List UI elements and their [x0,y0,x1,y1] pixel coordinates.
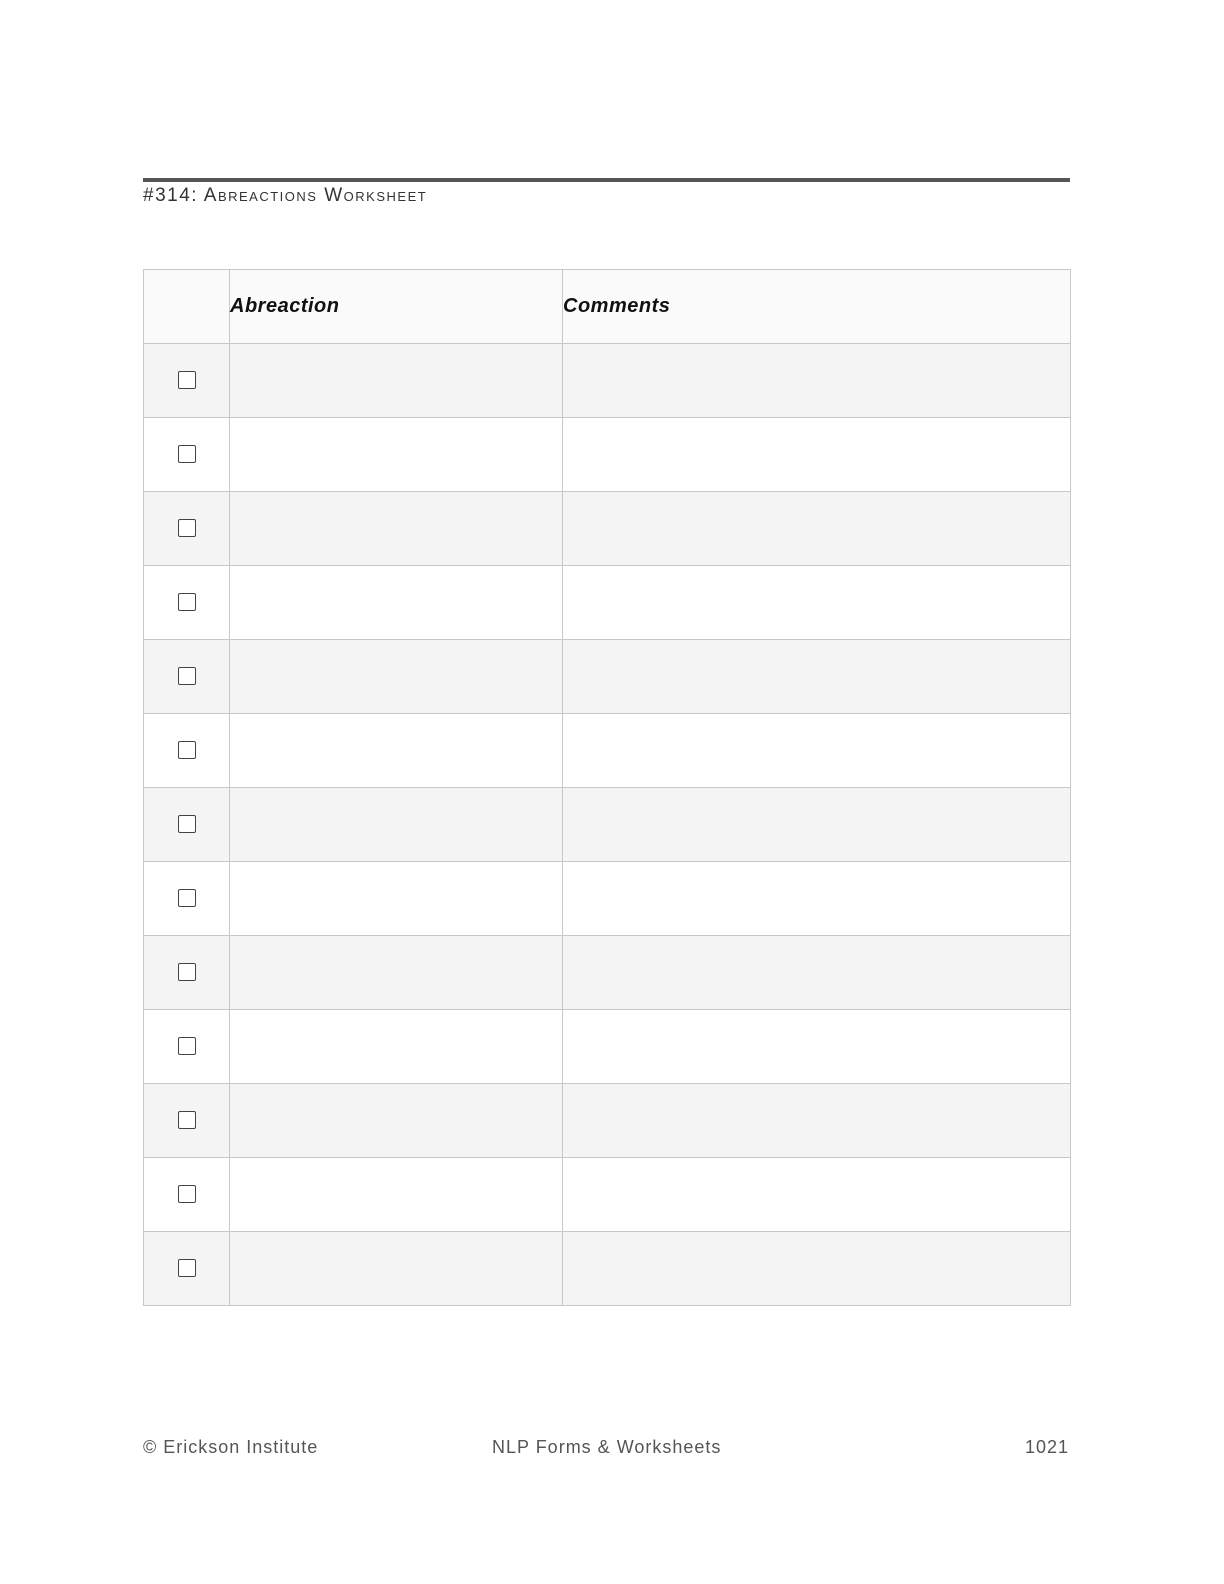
table-body [144,344,1071,1306]
header-comments: Comments [563,270,1071,344]
row-checkbox[interactable] [178,445,196,463]
table-row [144,936,1071,1010]
table-row [144,714,1071,788]
checkbox-cell [144,1010,230,1084]
comments-cell[interactable] [563,492,1071,566]
table-row [144,566,1071,640]
comments-cell[interactable] [563,714,1071,788]
comments-cell[interactable] [563,862,1071,936]
checkbox-cell [144,714,230,788]
row-checkbox[interactable] [178,741,196,759]
worksheet-title: #314: Abreactions Worksheet [143,185,428,206]
abreaction-cell[interactable] [230,344,563,418]
comments-cell[interactable] [563,640,1071,714]
table-row [144,1084,1071,1158]
abreaction-cell[interactable] [230,936,563,1010]
row-checkbox[interactable] [178,593,196,611]
row-checkbox[interactable] [178,815,196,833]
table-row [144,862,1071,936]
header-rule [143,178,1070,182]
checkbox-cell [144,492,230,566]
comments-cell[interactable] [563,1232,1071,1306]
table-row [144,1010,1071,1084]
comments-cell[interactable] [563,566,1071,640]
table-row [144,418,1071,492]
table-row [144,344,1071,418]
table-row [144,788,1071,862]
comments-cell[interactable] [563,344,1071,418]
checkbox-cell [144,936,230,1010]
abreaction-cell[interactable] [230,1232,563,1306]
table-header-row [144,270,1071,344]
table-row [144,1158,1071,1232]
comments-cell[interactable] [563,936,1071,1010]
header-checkbox-column [144,270,230,344]
comments-cell[interactable] [563,1158,1071,1232]
abreaction-cell[interactable] [230,418,563,492]
abreaction-cell[interactable] [230,1158,563,1232]
checkbox-cell [144,1158,230,1232]
row-checkbox[interactable] [178,1111,196,1129]
table-row [144,640,1071,714]
abreaction-cell[interactable] [230,640,563,714]
row-checkbox[interactable] [178,667,196,685]
row-checkbox[interactable] [178,1259,196,1277]
abreaction-cell[interactable] [230,788,563,862]
abreaction-cell[interactable] [230,862,563,936]
comments-cell[interactable] [563,1084,1071,1158]
checkbox-cell [144,788,230,862]
checkbox-cell [144,344,230,418]
row-checkbox[interactable] [178,371,196,389]
comments-cell[interactable] [563,418,1071,492]
table-row [144,492,1071,566]
footer-page-number: 1021 [1024,1437,1069,1457]
comments-cell[interactable] [563,1010,1071,1084]
comments-cell[interactable] [563,788,1071,862]
checkbox-cell [144,566,230,640]
abreaction-cell[interactable] [230,566,563,640]
row-checkbox[interactable] [178,1037,196,1055]
footer-copyright: © Erickson Institute [143,1437,319,1457]
row-checkbox[interactable] [178,963,196,981]
header-abreaction: Abreaction [230,270,563,344]
checkbox-cell [144,1232,230,1306]
checkbox-cell [144,418,230,492]
row-checkbox[interactable] [178,1185,196,1203]
abreaction-cell[interactable] [230,1084,563,1158]
checkbox-cell [144,640,230,714]
footer-series-title: NLP Forms & Worksheets [492,1437,722,1457]
checkbox-cell [144,862,230,936]
checkbox-cell [144,1084,230,1158]
abreaction-cell[interactable] [230,1010,563,1084]
abreaction-cell[interactable] [230,714,563,788]
row-checkbox[interactable] [178,889,196,907]
table-row [144,1232,1071,1306]
row-checkbox[interactable] [178,519,196,537]
worksheet-table [143,269,1071,1306]
abreaction-cell[interactable] [230,492,563,566]
